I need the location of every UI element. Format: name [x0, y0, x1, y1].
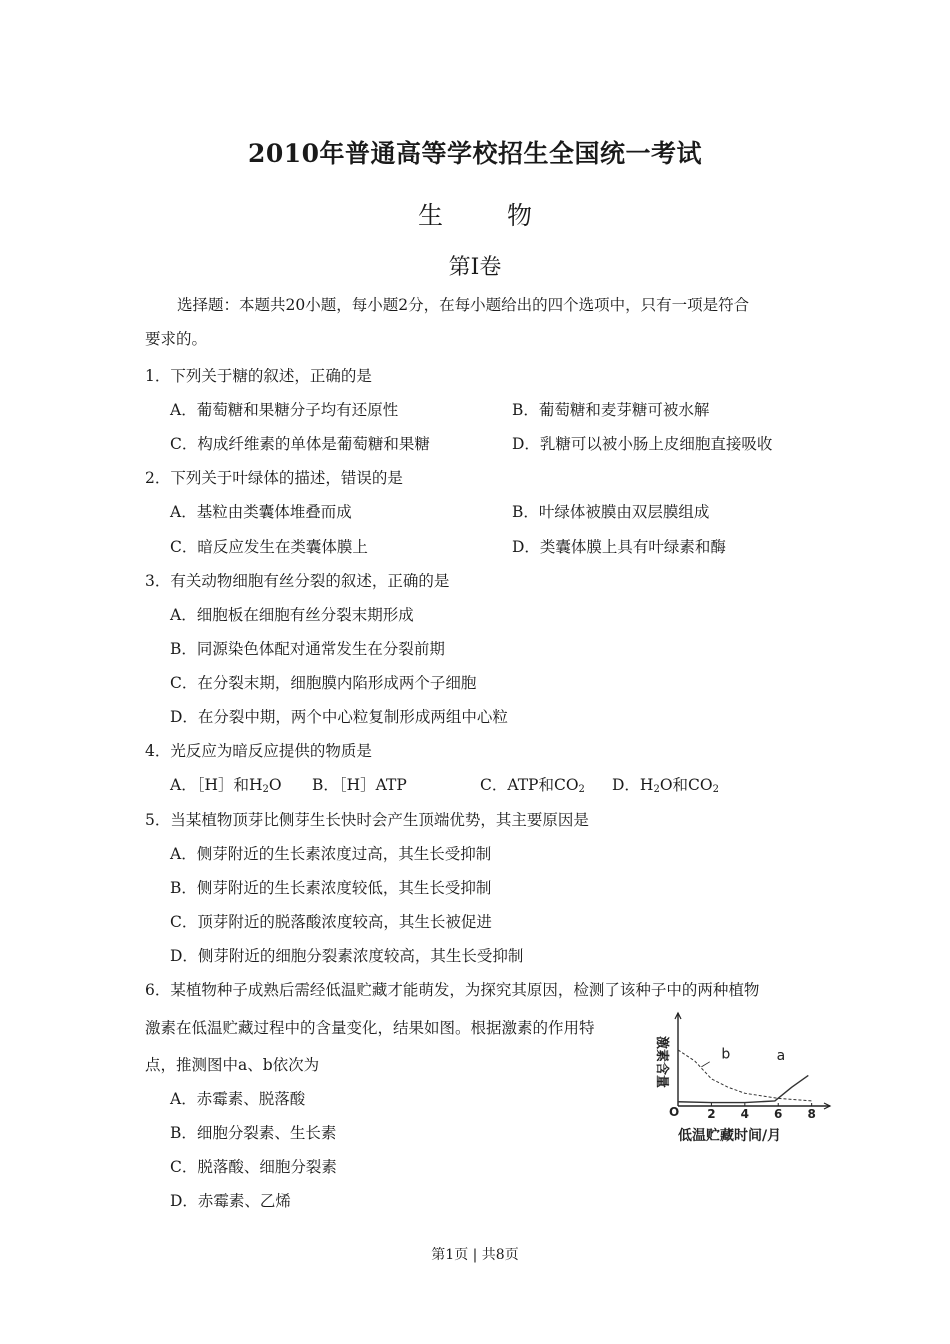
x-tick-label: 6 [774, 1107, 783, 1121]
q4-stem: 4．光反应为暗反应提供的物质是 [145, 742, 372, 760]
q2-option-c: C．暗反应发生在类囊体膜上 [170, 538, 368, 556]
q2-option-a: A．基粒由类囊体堆叠而成 [170, 503, 352, 521]
q1-option-b: B．葡萄糖和麦芽糖可被水解 [512, 401, 710, 419]
q4-option-a: A．［H］和$H_2O$ [170, 776, 282, 795]
q6-stem-line-2: 激素在低温贮藏过程中的含量变化，结果如图。根据激素的作用特 [145, 1019, 595, 1037]
q4-option-d: D．$H_2O$和$CO_2$ [612, 776, 719, 795]
instructions-line-1: 选择题：本题共20小题，每小题2分，在每小题给出的四个选项中，只有一项是符合 [177, 296, 750, 314]
page-footer: 第1页 | 共8页 [431, 1247, 519, 1263]
q6-stem-line-1: 6．某植物种子成熟后需经低温贮藏才能萌发，为探究其原因，检测了该种子中的两种植物 [145, 981, 760, 999]
q3-option-a: A．细胞板在细胞有丝分裂末期形成 [170, 606, 414, 624]
x-tick-label: 8 [807, 1107, 816, 1121]
series-a-label: a [776, 1048, 786, 1065]
q6-stem-line-3: 点，推测图中a、b依次为 [145, 1056, 320, 1074]
q1-option-a: A．葡萄糖和果糖分子均有还原性 [170, 401, 399, 419]
chart-series [678, 1050, 812, 1103]
q6-option-c: C．脱落酸、细胞分裂素 [170, 1158, 337, 1176]
subject-char-1: 生 [417, 201, 443, 230]
q5-option-d: D．侧芽附近的细胞分裂素浓度较高，其生长受抑制 [170, 947, 524, 965]
series-b-line [678, 1050, 812, 1101]
x-axis-title: 低温贮藏时间/月 [678, 1128, 782, 1144]
q1-option-c: C．构成纤维素的单体是葡萄糖和果糖 [170, 435, 430, 453]
q2-option-d: D．类囊体膜上具有叶绿素和酶 [512, 538, 726, 556]
volume-title: 第Ⅰ卷 [448, 255, 502, 280]
series-b-leader [701, 1062, 709, 1067]
q1-stem: 1．下列关于糖的叙述，正确的是 [145, 367, 372, 385]
instructions-line-2: 要求的。 [145, 330, 208, 348]
q1-option-d: D．乳糖可以被小肠上皮细胞直接吸收 [512, 435, 773, 453]
q5-option-a: A．侧芽附近的生长素浓度过高，其生长受抑制 [170, 845, 492, 863]
series-b-label: b [721, 1046, 731, 1063]
q6-option-d: D．赤霉素、乙烯 [170, 1192, 291, 1210]
hormone-chart [645, 1003, 845, 1153]
q4-option-b: B．［H］ATP [312, 776, 407, 794]
q5-stem: 5．当某植物顶芽比侧芽生长快时会产生顶端优势，其主要原因是 [145, 811, 589, 829]
q3-option-c: C．在分裂末期，细胞膜内陷形成两个子细胞 [170, 674, 477, 692]
chart-axes [675, 1013, 830, 1109]
subject-char-2: 物 [507, 201, 533, 230]
origin-label: O [669, 1105, 680, 1119]
q5-option-c: C．顶芽附近的脱落酸浓度较高，其生长被促进 [170, 913, 492, 931]
q5-option-b: B．侧芽附近的生长素浓度较低，其生长受抑制 [170, 879, 492, 897]
x-tick-label: 4 [740, 1107, 750, 1121]
q2-stem: 2．下列关于叶绿体的描述，错误的是 [145, 469, 403, 487]
q6-option-a: A．赤霉素、脱落酸 [170, 1090, 306, 1108]
x-tick-label: 2 [707, 1107, 716, 1121]
q3-stem: 3．有关动物细胞有丝分裂的叙述，正确的是 [145, 572, 450, 590]
subject-title [0, 196, 950, 232]
q4-option-c: C．ATP和$CO_2$ [480, 776, 585, 795]
q3-option-d: D．在分裂中期，两个中心粒复制形成两组中心粒 [170, 708, 508, 726]
q6-option-b: B．细胞分裂素、生长素 [170, 1124, 337, 1142]
y-axis-title: 激素含量 [654, 1036, 669, 1089]
q3-option-b: B．同源染色体配对通常发生在分裂前期 [170, 640, 445, 658]
series-a-line [678, 1075, 808, 1102]
exam-title: 2010年普通高等学校招生全国统一考试 [247, 139, 703, 168]
q2-option-b: B．叶绿体被膜由双层膜组成 [512, 503, 710, 521]
